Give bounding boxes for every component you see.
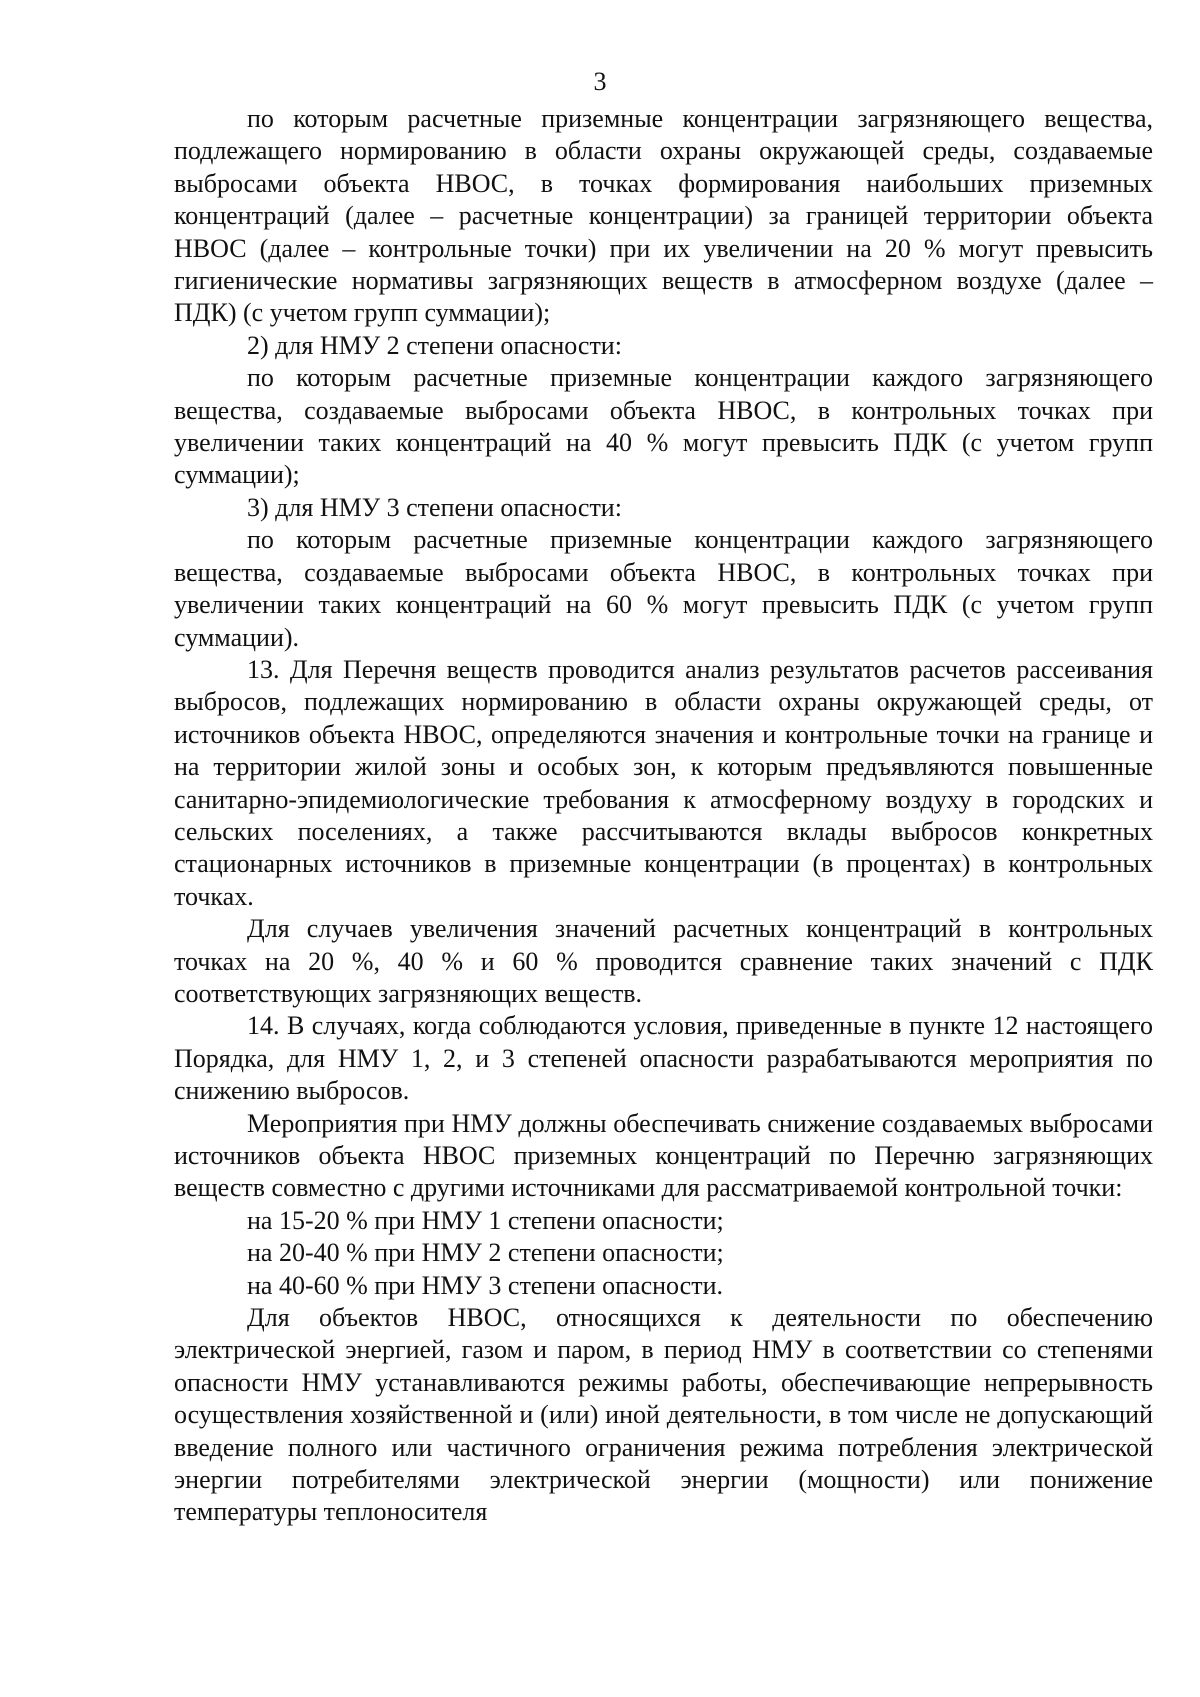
page-number: 3 bbox=[593, 67, 607, 96]
paragraph-hazard-1-criteria: по которым расчетные приземные концентрации загрязняющего вещества, подлежащего нормированию в области охраны окружающей среды, создаваемые выбросами объекта НВОС, в точках формирования наибольших приземных концентраций (далее – расчетные концентрации) за границей территории объекта НВОС (далее – контрольные точки) при их увеличении на 20 % могут превысить гигиенические нормативы загрязняющих веществ в атмосферном воздухе (далее – ПДК) (с учетом групп суммации); bbox=[174, 104, 1153, 328]
paragraph-measures: Мероприятия при НМУ должны обеспечивать снижение создаваемых выбросами источников объекта НВОС приземных концентраций по Перечню загрязняющих веществ совместно с другими источниками для рассматриваемой контрольной точки: bbox=[174, 1108, 1153, 1203]
paragraph-hazard-2-heading: 2) для НМУ 2 степени опасности: bbox=[247, 330, 622, 360]
paragraph-item-13: 13. Для Перечня веществ проводится анализ результатов расчетов рассеивания выбросов, подлежащих нормированию в области охраны окружающей среды, от источников объекта НВОС, определяются значения и контрольные точки на границе и на территории жилой зоны и особых зон, к которым предъявляются повышенные санитарно-эпидемиологические требования к атмосферному воздуху в городских и сельских поселениях, а также рассчитываются вклады выбросов конкретных стационарных источников в приземные концентрации (в процентах) в контрольных точках. bbox=[174, 654, 1153, 911]
paragraph-hazard-3-criteria: по которым расчетные приземные концентрации каждого загрязняющего вещества, создаваемые выбросами объекта НВОС, в контрольных точках при увеличении таких концентраций на 60 % могут превысить ПДК (с учетом групп суммации). bbox=[174, 525, 1153, 652]
paragraph-hazard-2-criteria: по которым расчетные приземные концентрации каждого загрязняющего вещества, создаваемые выбросами объекта НВОС, в контрольных точках при увеличении таких концентраций на 40 % могут превысить ПДК (с учетом групп суммации); bbox=[174, 363, 1153, 490]
document-body bbox=[174, 103, 1153, 1529]
paragraph-item-13-comparison: Для случаев увеличения значений расчетных концентраций в контрольных точках на 20 %, 40 % и 60 % проводится сравнение таких значений с ПДК соответствующих загрязняющих веществ. bbox=[174, 914, 1153, 1008]
list-item-reduction-3: на 40-60 % при НМУ 3 степени опасности. bbox=[247, 1270, 723, 1300]
paragraph-item-14: 14. В случаях, когда соблюдаются условия, приведенные в пункте 12 настоящего Порядка, для НМУ 1, 2, и 3 степеней опасности разрабатываются мероприятия по снижению выбросов. bbox=[174, 1011, 1153, 1106]
list-item-reduction-1: на 15-20 % при НМУ 1 степени опасности; bbox=[247, 1205, 724, 1235]
paragraph-energy-objects: Для объектов НВОС, относящихся к деятельности по обеспечению электрической энергией, газом и паром, в период НМУ в соответствии со степенями опасности НМУ устанавливаются режимы работы, обеспечивающие непрерывность осуществления хозяйственной и (или) иной деятельности, в том числе не допускающий введение полного или частичного ограничения режима потребления электрической энергии потребителями электрической энергии (мощности) или понижение температуры теплоносителя bbox=[174, 1303, 1153, 1527]
paragraph-hazard-3-heading: 3) для НМУ 3 степени опасности: bbox=[247, 492, 622, 522]
list-item-reduction-2: на 20-40 % при НМУ 2 степени опасности; bbox=[247, 1238, 724, 1268]
